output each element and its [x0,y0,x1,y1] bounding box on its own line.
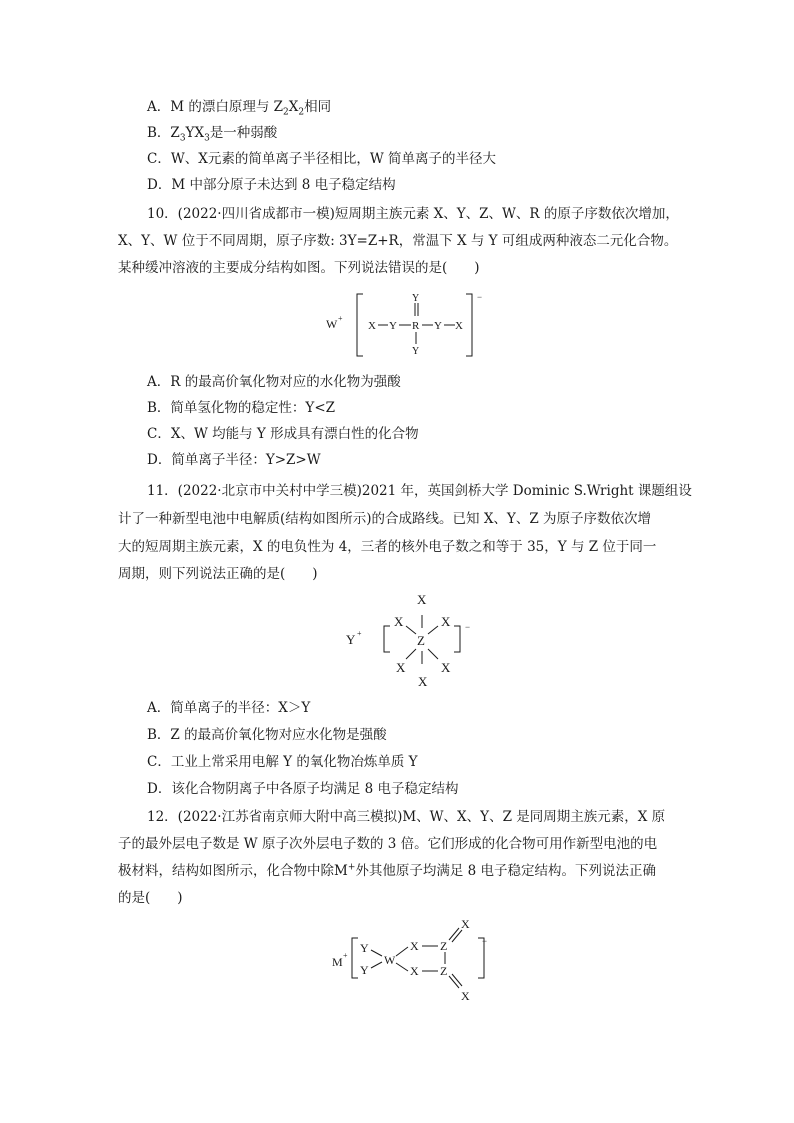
q10-option-a[interactable]: A．R 的最高价氧化物对应的水化物为强酸 [147,374,401,390]
q10-atom-left2: Y [389,320,397,332]
q10-anion-charge: − [477,292,483,302]
q12-atom-x-lower: X [410,964,419,978]
q12-structure-diagram [328,912,498,1004]
q12-stem-line3: 极材料，结构如图所示，化合物中除M+外其他原子均满足 8 电子稳定结构。下列说法正确 [118,862,657,879]
q12-bond [371,950,382,956]
q12-cation-symbol: M [332,955,343,969]
q11-cation-charge: + [357,629,362,638]
q12-bond [371,962,382,968]
q11-stem-line2: 计了一种新型电池中电解质(结构如图所示)的合成路线。已知 X、Y、Z 为原子序数依次增 [118,511,652,527]
q11-stem-line1: 11．(2022·北京市中关村中学三模)2021 年，英国剑桥大学 Dominic S.Wright 课题组设 [147,483,692,499]
q9-option-b[interactable]: B．$Z_3YX_3$是一种弱酸 [147,125,278,144]
q12-double-bond [449,976,459,988]
q11-option-b[interactable]: B．Z 的最高价氧化物对应水化物是强酸 [147,727,387,743]
q12-atom-z-lower: Z [440,964,448,978]
q10-stem-line3: 某种缓冲溶液的主要成分结构如图。下列说法错误的是( ) [118,260,480,276]
q11-bond [428,649,438,659]
q10-atom-right1: Y [434,320,442,332]
q11-cation-symbol: Y [346,632,356,647]
q10-cation-symbol: W [326,317,338,331]
q10-atom-left1: X [368,320,376,332]
q11-anion-charge: − [465,622,471,632]
q11-atom-upper-right: X [441,614,451,629]
q11-atom-top: X [417,592,427,607]
q11-stem-line3: 大的短周期主族元素，X 的电负性为 4，三者的核外电子数之和等于 35，Y 与 Z 位于同一 [118,539,657,555]
q12-stem-line1: 12．(2022·江苏省南京师大附中高三模拟)M、W、X、Y、Z 是同周期主族元素，X 原 [147,809,666,825]
q11-bond [406,626,416,634]
q12-left-bracket [352,938,358,978]
q10-option-c[interactable]: C．X、W 均能与 Y 形成具有漂白性的化合物 [147,426,419,442]
q12-atom-y-top: Y [360,941,369,955]
q12-double-bond [449,928,459,940]
q12-atom-x-top: X [461,917,470,931]
q12-double-bond [452,974,462,986]
q11-left-bracket [384,626,390,652]
q11-right-bracket [454,626,460,652]
q11-option-d[interactable]: D．该化合物阴离子中各原子均满足 8 电子稳定结构 [147,781,459,797]
q10-structure-diagram [320,288,490,360]
q12-stem-line4: 的是( ) [118,890,183,906]
q12-atom-z-upper: Z [440,939,448,953]
q9-option-a[interactable]: A．M 的漂白原理与 $Z_2X_2$相同 [147,99,332,118]
q11-atom-upper-left: X [394,614,404,629]
q12-cation-charge: + [343,951,348,960]
q12-atom-w: W [384,953,396,967]
q11-option-a[interactable]: A．简单离子的半径：X＞Y [147,700,311,716]
q12-anion-charge: − [482,936,488,946]
q10-right-bracket [466,294,472,356]
q11-option-c[interactable]: C．工业上常采用电解 Y 的氧化物冶炼单质 Y [147,754,418,770]
q11-atom-lower-right: X [441,660,451,675]
q11-stem-line4: 周期，则下列说法正确的是( ) [118,566,318,582]
q12-bond [396,963,408,971]
q10-left-bracket [357,294,363,356]
q10-atom-top: Y [412,293,420,304]
q10-option-d[interactable]: D．简单离子半径：Y>Z>W [147,452,321,468]
q12-atom-y-bottom: Y [360,963,369,977]
q12-bond [396,947,408,956]
q11-structure-diagram [340,588,480,688]
q12-double-bond [452,930,462,942]
q10-option-b[interactable]: B．简单氢化物的稳定性：Y<Z [147,400,336,416]
q10-stem-line2: X、Y、W 位于不同周期，原子序数: 3Y=Z+R，常温下 X 与 Y 可组成两种液态二元化合物。 [118,233,678,249]
q11-bond [406,649,416,659]
q11-atom-bottom: X [418,674,428,688]
q11-bond [428,626,438,634]
q12-atom-x-bottom: X [461,989,470,1003]
q9-option-d[interactable]: D．M 中部分原子未达到 8 电子稳定结构 [147,177,396,193]
q12-stem-line2: 子的最外层电子数是 W 原子次外层电子数的 3 倍。它们形成的化合物可用作新型电池的电 [118,836,658,852]
q10-stem-line1: 10．(2022·四川省成都市一模)短周期主族元素 X、Y、Z、W、R 的原子序数依次增加， [147,206,679,222]
q11-atom-center: Z [417,633,425,648]
q11-atom-lower-left: X [396,660,406,675]
q9-option-c[interactable]: C．W、X元素的简单离子半径相比，W 简单离子的半径大 [147,151,496,167]
q10-atom-center: R [412,320,420,332]
q12-atom-x-upper: X [410,939,419,953]
q10-atom-bottom: Y [412,346,420,357]
q10-atom-right2: X [455,320,463,332]
q10-cation-charge: + [338,314,343,323]
